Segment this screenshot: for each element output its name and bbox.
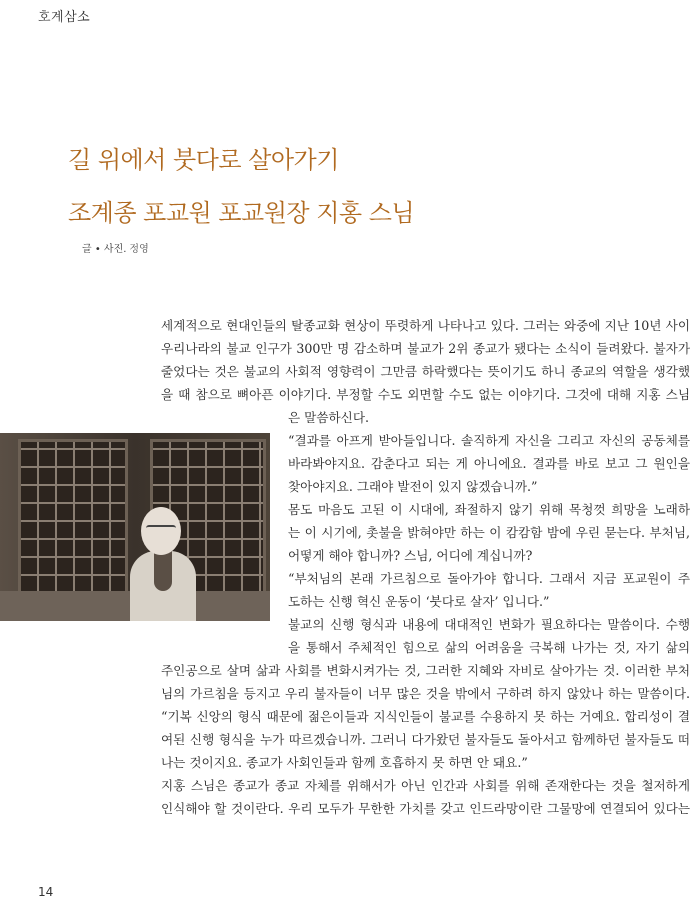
article-subtitle: 조계종 포교원 포교원장 지홍 스님	[68, 199, 415, 227]
body-line: 우리나라의 불교 인구가 300만 명 감소하며 불교가 2위 종교가 됐다는 소식이 들려왔다. 불자가	[161, 341, 690, 356]
body-line: “기복 신앙의 형식 때문에 젊은이들과 지식인들이 불교를 수용하지 못 하는 거예요. 합리성이 결	[161, 709, 690, 724]
body-line: 는 이 시기에, 촛불을 밝혀야만 하는 이 캄캄함 밤에 우린 묻는다. 부처님,	[288, 525, 690, 540]
body-line: 은 말씀하신다.	[288, 410, 369, 425]
body-line: 몸도 마음도 고된 이 시대에, 좌절하지 않기 위해 목청껏 희망을 노래하	[288, 502, 690, 517]
body-line: 나는 것이지요. 종교가 사회인들과 함께 호흡하지 못 하면 안 돼요.”	[161, 755, 528, 770]
body-line: 어떻게 해야 합니까? 스님, 어디에 계십니까?	[288, 548, 533, 563]
body-line: 줄었다는 것은 불교의 사회적 영향력이 그만큼 하락했다는 뜻이기도 하니 종교의 역할을 생각했	[161, 364, 690, 379]
byline-prefix: 글 • 사진.	[82, 244, 127, 255]
body-line: 여된 신행 형식을 누가 따르겠습니까. 그러니 다가왔던 불자들도 돌아서고 함께하던 불자들도 떠	[161, 732, 690, 747]
body-line: 주인공으로 살며 삶과 사회를 변화시켜가는 것, 그러한 지혜와 자비로 살아가는 것. 이러한 부처	[161, 663, 690, 678]
byline	[82, 240, 149, 255]
body-line: 도하는 신행 혁신 운동이 ‘붓다로 살자’ 입니다.”	[288, 594, 550, 609]
body-line: 지홍 스님은 종교가 종교 자체를 위해서가 아닌 인간과 사회를 위해 존재한다는 것을 철저하게	[161, 778, 690, 793]
body-line: 불교의 신행 형식과 내용에 대대적인 변화가 필요하다는 말씀이다. 수행	[288, 617, 690, 632]
body-line: 찾아야지요. 그래야 발전이 있지 않겠습니까.”	[288, 479, 538, 494]
article-title: 길 위에서 붓다로 살아가기	[68, 146, 339, 174]
body-line: 인식해야 할 것이란다. 우리 모두가 무한한 가치를 갖고 인드라망이란 그물망에 연결되어 있다는	[161, 801, 690, 816]
monk-photo	[0, 433, 270, 621]
page-number: 14	[38, 885, 54, 899]
body-line: 세계적으로 현대인들의 탈종교화 현상이 뚜렷하게 나타나고 있다. 그러는 와중에 지난 10년 사이	[161, 318, 690, 333]
body-line: “부처님의 본래 가르침으로 돌아가야 합니다. 그래서 지금 포교원이 주	[288, 571, 690, 586]
body-line: 님의 가르침을 등지고 우리 불자들이 너무 많은 것을 밖에서 구하려 하지 않았나 하는 말씀이다.	[161, 686, 690, 701]
body-line: “결과를 아프게 받아들입니다. 솔직하게 자신을 그리고 자신의 공동체를	[288, 433, 690, 448]
byline-name: 정영	[129, 244, 149, 255]
body-line: 을 때 참으로 뼈아픈 이야기다. 부정할 수도 외면할 수도 없는 이야기다. 그것에 대해 지홍 스님	[161, 387, 690, 402]
body-line: 바라봐야지요. 감춘다고 되는 게 아니에요. 결과를 바로 보고 그 원인을	[288, 456, 690, 471]
section-label: 호계삼소	[38, 10, 91, 25]
body-line: 을 통해서 주체적인 힘으로 삶의 어려움을 극복해 나가는 것, 자기 삶의	[288, 640, 690, 655]
